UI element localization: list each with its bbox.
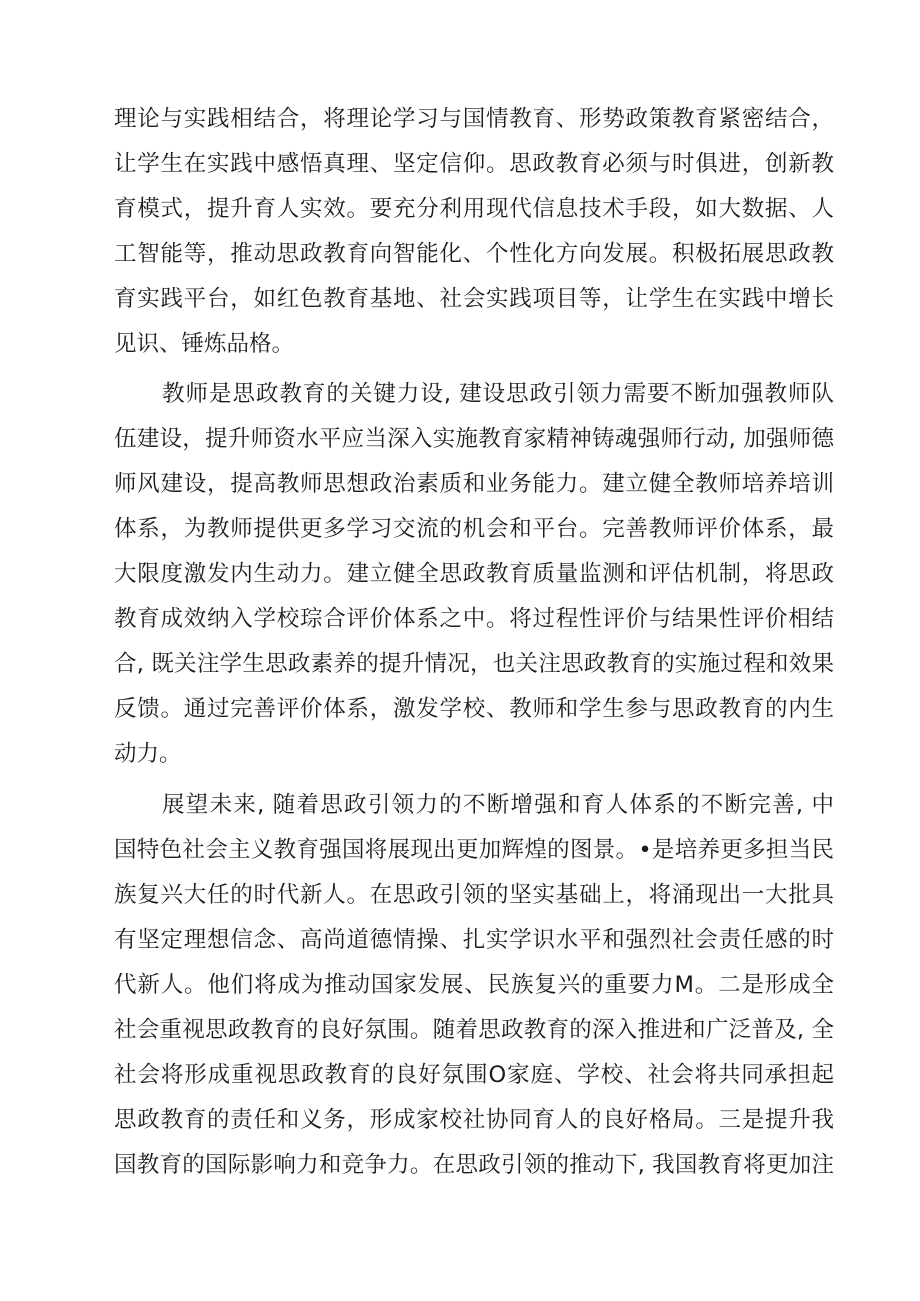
- text-line: 展望未来, 随着思政引领力的不断增强和育人体系的不断完善, 中: [162, 792, 834, 818]
- text-line: 国教育的国际影响力和竞争力。在思政引领的推动下, 我国教育将更加注: [114, 1152, 834, 1178]
- text-line: 社会重视思政教育的良好氛围。随着思政教育的深入推进和广泛普及, 全: [114, 1017, 834, 1043]
- text-line: 见识、锤炼品格。: [114, 331, 295, 357]
- text-line: 育模式，提升育人实效。要充分利用现代信息技术手段，如大数据、人: [114, 196, 834, 222]
- text-line: 有坚定理想信念、高尚道德情操、扎实学识水平和强烈社会责任感的时: [114, 927, 834, 953]
- text-line: 工智能等，推动思政教育向智能化、个性化方向发展。积极拓展思政教: [114, 241, 834, 267]
- text-line: 思政教育的责任和义务，形成家校社协同育人的良好格局。三是提升我: [114, 1107, 834, 1133]
- paragraph-2: [114, 372, 834, 777]
- text-line: 社会将形成重视思政教育的良好氛围O家庭、学校、社会将共同承担起: [114, 1062, 834, 1088]
- paragraph-1: [114, 97, 834, 367]
- text-line: 育实践平台，如红色教育基地、社会实践项目等，让学生在实践中增长: [114, 286, 834, 312]
- text-line: 师风建设，提高教师思想政治素质和业务能力。建立健全教师培养培训: [114, 471, 834, 497]
- text-line: 族复兴大任的时代新人。在思政引领的坚实基础上，将涌现出一大批具: [114, 882, 834, 908]
- paragraph-3: [114, 783, 834, 1188]
- text-line: 大限度激发内生动力。建立健全思政教育质量监测和评估机制，将思政: [114, 561, 834, 587]
- text-line: 体系，为教师提供更多学习交流的机会和平台。完善教师评价体系，最: [114, 516, 834, 542]
- text-line: 国特色社会主义教育强国将展现出更加辉煌的图景。•是培养更多担当民: [114, 837, 834, 863]
- text-line: 反馈。通过完善评价体系，激发学校、教师和学生参与思政教育的内生: [114, 696, 834, 722]
- text-line: 伍建设，提升师资水平应当深入实施教育家精神铸魂强师行动, 加强师德: [114, 426, 834, 452]
- text-line: 合, 既关注学生思政素养的提升情况，也关注思政教育的实施过程和效果: [114, 651, 834, 677]
- text-line: 教育成效纳入学校琮合评价体系之中。将过程性评价与结果性评价相结: [114, 606, 834, 632]
- text-line: 让学生在实践中感悟真理、坚定信仰。思政教育必须与时俱进，创新教: [114, 151, 834, 177]
- text-line: 动力。: [114, 741, 182, 767]
- text-line: 教师是思政教育的关键力设, 建设思政引领力需要不断加强教师队: [162, 381, 834, 407]
- text-line: 代新人。他们将成为推动国家发展、民族复兴的重要力M。二是形成全: [114, 972, 834, 998]
- text-line: 理论与实践相结合，将理论学习与国情教育、形势政策教育紧密结合，: [114, 106, 834, 132]
